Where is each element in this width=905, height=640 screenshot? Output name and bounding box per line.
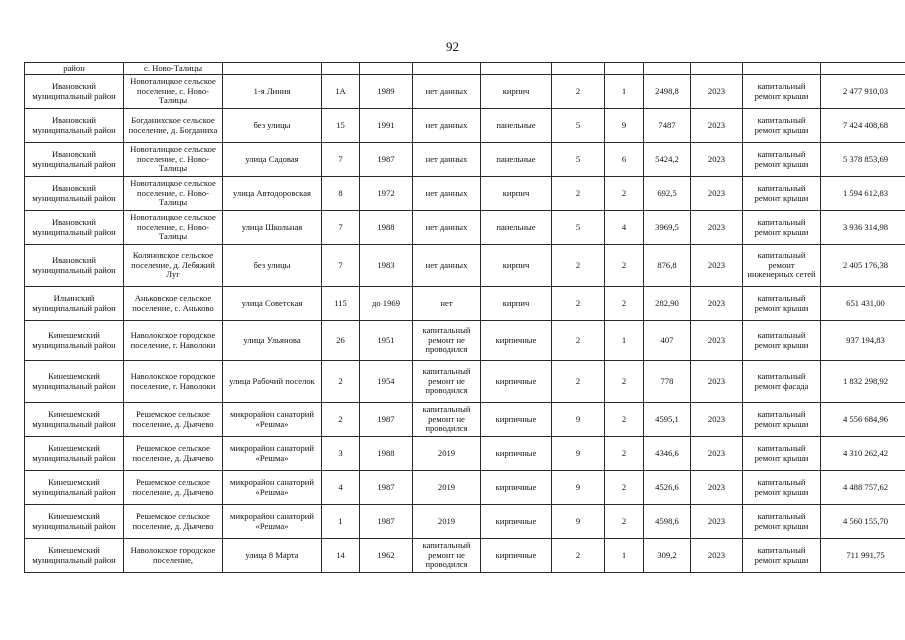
cell-house-number: 1 — [322, 505, 360, 539]
cell-floors: 2 — [552, 539, 605, 573]
cell-repair-type: капитальный ремонт крыши — [743, 287, 821, 321]
cell-repair-type: капитальный ремонт крыши — [743, 437, 821, 471]
cell-entrances: 1 — [605, 75, 644, 109]
cell-year-built: 1954 — [360, 361, 413, 403]
cell-year-built: 1987 — [360, 403, 413, 437]
cell-floors: 9 — [552, 471, 605, 505]
cell-street: микрорайон санаторий «Решма» — [223, 505, 322, 539]
cell-wall-material: кирпич — [481, 177, 552, 211]
cell-settlement: Аньковское сельское поселение, с. Аньково — [124, 287, 223, 321]
cell-entrances: 2 — [605, 471, 644, 505]
table-row — [25, 75, 905, 109]
cell-last-repair: 2019 — [413, 505, 481, 539]
cell-year-built: 1988 — [360, 211, 413, 245]
cell-district: Ивановский муниципальный район — [25, 177, 124, 211]
cell-district: Кинешемский муниципальный район — [25, 505, 124, 539]
cell-cost: 2 477 910,03 — [821, 75, 905, 109]
cell-street: улица Школьная — [223, 211, 322, 245]
cell-settlement: Новоталицкое сельское поселение, с. Ново-Талицы — [124, 143, 223, 177]
cell-area: 4598,6 — [644, 505, 691, 539]
cell-house-number: 7 — [322, 211, 360, 245]
cell-last-repair: нет данных — [413, 211, 481, 245]
cell-floors: 2 — [552, 321, 605, 361]
cell-cost: 7 424 408,68 — [821, 109, 905, 143]
cell-wall-material: кирпичные — [481, 539, 552, 573]
cell-year-built: до 1969 — [360, 287, 413, 321]
cell-district: Кинешемский муниципальный район — [25, 471, 124, 505]
cell-repair-year: 2023 — [691, 505, 743, 539]
cell-cost: 3 936 314,98 — [821, 211, 905, 245]
cell-year-built: 1987 — [360, 143, 413, 177]
cell-entrances: 2 — [605, 437, 644, 471]
cell-cost: 651 431,00 — [821, 287, 905, 321]
cell-cost: 5 378 853,69 — [821, 143, 905, 177]
cell-street: без улицы — [223, 245, 322, 287]
cell-area: 4346,6 — [644, 437, 691, 471]
cell-area: 2498,8 — [644, 75, 691, 109]
cell-repair-year: 2023 — [691, 109, 743, 143]
cell-district: Кинешемский муниципальный район — [25, 539, 124, 573]
cell-repair-type: капитальный ремонт крыши — [743, 321, 821, 361]
cell-repair-year: 2023 — [691, 177, 743, 211]
cell-repair-type: капитальный ремонт фасада — [743, 361, 821, 403]
cell-cost: 2 405 176,38 — [821, 245, 905, 287]
cell-area: 4526,6 — [644, 471, 691, 505]
cell-area — [644, 63, 691, 75]
cell-cost: 4 310 262,42 — [821, 437, 905, 471]
cell-year-built: 1983 — [360, 245, 413, 287]
cell-street: улица 8 Марта — [223, 539, 322, 573]
table-row — [25, 287, 905, 321]
table-row — [25, 437, 905, 471]
page-number: 92 — [446, 39, 459, 54]
cell-last-repair: капитальный ремонт не проводился — [413, 321, 481, 361]
cell-repair-type: капитальный ремонт крыши — [743, 471, 821, 505]
cell-year-built: 1987 — [360, 505, 413, 539]
cell-floors: 9 — [552, 437, 605, 471]
cell-district: Кинешемский муниципальный район — [25, 403, 124, 437]
cell-settlement: Наволокское городское поселение, — [124, 539, 223, 573]
cell-year-built: 1962 — [360, 539, 413, 573]
cell-floors: 9 — [552, 403, 605, 437]
cell-entrances: 2 — [605, 245, 644, 287]
cell-repair-type: капитальный ремонт крыши — [743, 403, 821, 437]
cell-cost: 1 832 298,92 — [821, 361, 905, 403]
cell-entrances: 2 — [605, 177, 644, 211]
cell-repair-type — [743, 63, 821, 75]
cell-year-built: 1987 — [360, 471, 413, 505]
table-row — [25, 403, 905, 437]
cell-last-repair: нет данных — [413, 177, 481, 211]
cell-floors: 5 — [552, 109, 605, 143]
cell-floors: 2 — [552, 361, 605, 403]
cell-repair-year: 2023 — [691, 245, 743, 287]
cell-area: 3969,5 — [644, 211, 691, 245]
cell-house-number: 7 — [322, 245, 360, 287]
cell-floors: 5 — [552, 211, 605, 245]
cell-repair-year: 2023 — [691, 75, 743, 109]
cell-repair-year: 2023 — [691, 403, 743, 437]
table-row — [25, 321, 905, 361]
cell-last-repair: нет данных — [413, 143, 481, 177]
cell-wall-material: кирпичные — [481, 403, 552, 437]
cell-repair-type: капитальный ремонт крыши — [743, 539, 821, 573]
cell-settlement: с. Ново-Талицы — [124, 63, 223, 75]
cell-floors: 5 — [552, 143, 605, 177]
cell-entrances: 2 — [605, 505, 644, 539]
cell-entrances: 6 — [605, 143, 644, 177]
cell-last-repair: 2019 — [413, 471, 481, 505]
cell-repair-year: 2023 — [691, 143, 743, 177]
table-row — [25, 471, 905, 505]
cell-wall-material: кирпичные — [481, 471, 552, 505]
cell-floors: 9 — [552, 505, 605, 539]
cell-last-repair: капитальный ремонт не проводился — [413, 539, 481, 573]
cell-repair-year: 2023 — [691, 211, 743, 245]
cell-last-repair: нет данных — [413, 109, 481, 143]
cell-entrances: 1 — [605, 539, 644, 573]
cell-settlement: Богданихское сельское поселение, д. Богданиха — [124, 109, 223, 143]
cell-cost: 711 991,75 — [821, 539, 905, 573]
cell-area: 4595,1 — [644, 403, 691, 437]
cell-settlement: Решемское сельское поселение, д. Дьячево — [124, 505, 223, 539]
cell-last-repair: 2019 — [413, 437, 481, 471]
cell-year-built: 1991 — [360, 109, 413, 143]
table-row — [25, 505, 905, 539]
cell-district: район — [25, 63, 124, 75]
cell-area: 778 — [644, 361, 691, 403]
cell-year-built: 1989 — [360, 75, 413, 109]
cell-street: 1-я Линия — [223, 75, 322, 109]
cell-cost: 937 194,83 — [821, 321, 905, 361]
cell-wall-material: панельные — [481, 109, 552, 143]
table-row — [25, 245, 905, 287]
cell-street: улица Ульянова — [223, 321, 322, 361]
cell-settlement: Наволокское городское поселение, г. Наволоки — [124, 361, 223, 403]
cell-repair-year: 2023 — [691, 321, 743, 361]
cell-street: улица Автодоровская — [223, 177, 322, 211]
cell-area: 5424,2 — [644, 143, 691, 177]
cell-repair-type: капитальный ремонт крыши — [743, 211, 821, 245]
cell-last-repair: капитальный ремонт не проводился — [413, 403, 481, 437]
cell-house-number: 4 — [322, 471, 360, 505]
cell-last-repair: капитальный ремонт не проводился — [413, 361, 481, 403]
cell-last-repair: нет — [413, 287, 481, 321]
cell-house-number: 2 — [322, 403, 360, 437]
cell-year-built: 1988 — [360, 437, 413, 471]
housing-repair-table — [24, 62, 905, 573]
cell-cost: 4 488 757,62 — [821, 471, 905, 505]
cell-entrances: 2 — [605, 287, 644, 321]
cell-floors: 2 — [552, 245, 605, 287]
table-row — [25, 63, 905, 75]
cell-cost — [821, 63, 905, 75]
cell-house-number: 14 — [322, 539, 360, 573]
cell-wall-material: кирпичные — [481, 361, 552, 403]
cell-repair-type: капитальный ремонт крыши — [743, 109, 821, 143]
table-row — [25, 143, 905, 177]
cell-wall-material: кирпич — [481, 245, 552, 287]
table-row — [25, 109, 905, 143]
cell-wall-material: кирпичные — [481, 321, 552, 361]
cell-year-built — [360, 63, 413, 75]
cell-last-repair: нет данных — [413, 75, 481, 109]
cell-house-number: 8 — [322, 177, 360, 211]
cell-wall-material: кирпич — [481, 287, 552, 321]
cell-year-built: 1951 — [360, 321, 413, 361]
cell-street: улица Рабочий поселок — [223, 361, 322, 403]
cell-repair-year: 2023 — [691, 361, 743, 403]
cell-entrances: 4 — [605, 211, 644, 245]
cell-wall-material: кирпич — [481, 75, 552, 109]
cell-entrances — [605, 63, 644, 75]
cell-district: Ивановский муниципальный район — [25, 75, 124, 109]
cell-settlement: Новоталицкое сельское поселение, с. Ново-Талицы — [124, 211, 223, 245]
cell-house-number: 1А — [322, 75, 360, 109]
cell-district: Кинешемский муниципальный район — [25, 321, 124, 361]
cell-district: Ильинский муниципальный район — [25, 287, 124, 321]
cell-floors: 2 — [552, 287, 605, 321]
cell-district: Кинешемский муниципальный район — [25, 361, 124, 403]
cell-cost: 4 560 155,70 — [821, 505, 905, 539]
cell-house-number — [322, 63, 360, 75]
cell-street: улица Садовая — [223, 143, 322, 177]
cell-area: 692,5 — [644, 177, 691, 211]
cell-repair-type: капитальный ремонт крыши — [743, 75, 821, 109]
cell-area: 7487 — [644, 109, 691, 143]
cell-house-number: 26 — [322, 321, 360, 361]
cell-cost: 4 556 684,96 — [821, 403, 905, 437]
cell-settlement: Наволокское городское поселение, г. Наволоки — [124, 321, 223, 361]
cell-settlement: Коляновское сельское поселение, д. Лебяжий Луг — [124, 245, 223, 287]
cell-repair-type: капитальный ремонт крыши — [743, 505, 821, 539]
cell-street: микрорайон санаторий «Решма» — [223, 437, 322, 471]
cell-entrances: 9 — [605, 109, 644, 143]
cell-district: Ивановский муниципальный район — [25, 211, 124, 245]
cell-wall-material: кирпичные — [481, 505, 552, 539]
cell-floors — [552, 63, 605, 75]
cell-repair-year: 2023 — [691, 437, 743, 471]
cell-area: 309,2 — [644, 539, 691, 573]
cell-house-number: 2 — [322, 361, 360, 403]
cell-district: Ивановский муниципальный район — [25, 109, 124, 143]
table-row — [25, 177, 905, 211]
cell-district: Ивановский муниципальный район — [25, 143, 124, 177]
cell-house-number: 15 — [322, 109, 360, 143]
cell-house-number: 115 — [322, 287, 360, 321]
cell-house-number: 3 — [322, 437, 360, 471]
cell-wall-material: панельные — [481, 143, 552, 177]
cell-wall-material — [481, 63, 552, 75]
cell-cost: 1 594 612,83 — [821, 177, 905, 211]
cell-area: 407 — [644, 321, 691, 361]
cell-area: 876,8 — [644, 245, 691, 287]
cell-floors: 2 — [552, 177, 605, 211]
cell-entrances: 1 — [605, 321, 644, 361]
cell-settlement: Решемское сельское поселение, д. Дьячево — [124, 403, 223, 437]
cell-street: без улицы — [223, 109, 322, 143]
cell-repair-year: 2023 — [691, 539, 743, 573]
cell-repair-year — [691, 63, 743, 75]
cell-street: улица Советская — [223, 287, 322, 321]
cell-wall-material: кирпичные — [481, 437, 552, 471]
table-row — [25, 539, 905, 573]
table-row — [25, 211, 905, 245]
cell-entrances: 2 — [605, 403, 644, 437]
cell-repair-type: капитальный ремонт крыши — [743, 177, 821, 211]
cell-last-repair: нет данных — [413, 245, 481, 287]
cell-street: микрорайон санаторий «Решма» — [223, 471, 322, 505]
cell-district: Кинешемский муниципальный район — [25, 437, 124, 471]
cell-settlement: Решемское сельское поселение, д. Дьячево — [124, 437, 223, 471]
cell-floors: 2 — [552, 75, 605, 109]
cell-house-number: 7 — [322, 143, 360, 177]
cell-repair-year: 2023 — [691, 287, 743, 321]
table-row — [25, 361, 905, 403]
cell-area: 282,90 — [644, 287, 691, 321]
cell-repair-year: 2023 — [691, 471, 743, 505]
cell-street: микрорайон санаторий «Решма» — [223, 403, 322, 437]
cell-entrances: 2 — [605, 361, 644, 403]
cell-wall-material: панельные — [481, 211, 552, 245]
cell-year-built: 1972 — [360, 177, 413, 211]
cell-settlement: Новоталицкое сельское поселение, с. Ново-Талицы — [124, 177, 223, 211]
cell-repair-type: капитальный ремонт крыши — [743, 143, 821, 177]
cell-settlement: Новоталицкое сельское поселение, с. Ново-Талицы — [124, 75, 223, 109]
cell-settlement: Решемское сельское поселение, д. Дьячево — [124, 471, 223, 505]
cell-repair-type: капитальный ремонт инженерных сетей — [743, 245, 821, 287]
cell-last-repair — [413, 63, 481, 75]
cell-street — [223, 63, 322, 75]
cell-district: Ивановский муниципальный район — [25, 245, 124, 287]
